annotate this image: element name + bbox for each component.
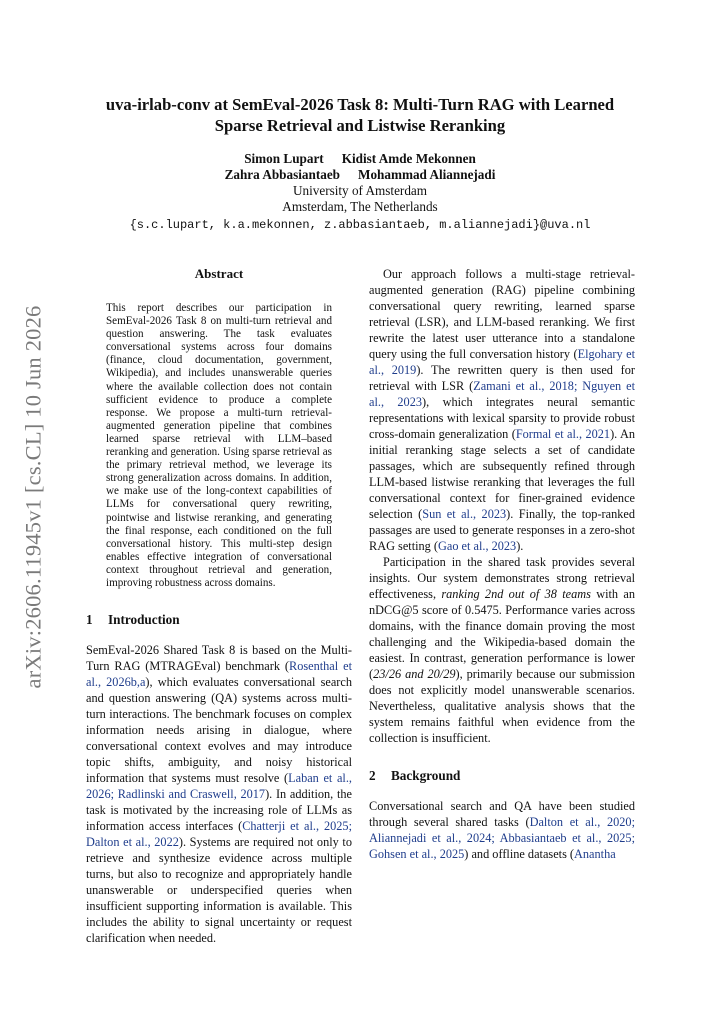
text-run: ). The rewritten query is then used for retrieval with LSR ( (369, 363, 635, 393)
section-heading-background (369, 768, 635, 784)
citation-link[interactable]: Formal et al., 2021 (515, 427, 611, 441)
text-run: ). An initial reranking stage selects a set of candidate passages, which are subsequently refined through LLM-based listwise reranking that leverages the full conversational context for finer-grained evidence selection ( (369, 427, 635, 521)
citation-link[interactable]: Elgohary et al., 2019 (369, 347, 635, 377)
citation-link[interactable]: Sun et al., 2023 (422, 507, 507, 521)
author-row-1 (60, 151, 660, 167)
citation-link[interactable]: Chatterji et al., 2025; Dalton et al., 2022 (86, 819, 352, 850)
text-run: ), primarily because our submission does not explicitly model unanswerable scenarios. Nevertheless, qualitative analysis shows that the system remains faithful when evidence from the collection is insufficient. (369, 667, 635, 745)
section-number: 1 (86, 612, 93, 628)
author-name: Mohammad Aliannejadi (358, 167, 496, 182)
arxiv-stamp (18, 297, 48, 697)
arxiv-id: arXiv:2606.11945v1 [cs.CL] 10 Jun 2026 (20, 305, 46, 689)
text-run: ). Finally, the top-ranked passages are used to generate responses in a zero-shot RAG setting ( (369, 507, 635, 553)
intro-paragraph-3 (369, 554, 635, 746)
affiliation: University of Amsterdam (292, 183, 428, 198)
emphasis: 23/26 and 20/29 (373, 667, 456, 681)
citation-link[interactable]: Zamani et al., 2018; Nguyen et al., 2023 (369, 379, 635, 409)
author-name: Zahra Abbasiantaeb (224, 167, 341, 182)
text-run: ), which evaluates conversational search and question answering (QA) systems across multi-turn interactions. The benchmark focuses on complex information needs arising in dialogue, where conversational context evolves and may introduce topic shifts, ambiguity, and noisy historical information that systems must resolve ( (86, 675, 352, 786)
section-title: Introduction (108, 612, 180, 628)
intro-paragraph-1 (86, 642, 352, 946)
author-name: Kidist Amde Mekonnen (341, 151, 476, 166)
text-run: Conversational search and QA have been studied through several shared tasks ( (369, 799, 635, 829)
section-heading-introduction (86, 612, 352, 628)
citation-link[interactable]: Gao et al., 2023 (438, 539, 517, 553)
intro-paragraph-2 (369, 266, 635, 554)
right-column (369, 266, 635, 862)
text-run: ). (516, 539, 524, 553)
left-column (86, 266, 352, 946)
title-line-2: Sparse Retrieval and Listwise Reranking (214, 116, 506, 135)
author-name: Simon Lupart (244, 151, 324, 166)
location: Amsterdam, The Netherlands (282, 199, 438, 214)
text-run: ). Systems are required not only to retrieve and synthesize evidence across multiple turns, but also to recognize and appropriately handle unanswerable or underspecified queries when insufficient supporting information is available. This includes the ability to signal uncertainty or request clarification when needed. (86, 835, 352, 946)
section-title: Background (391, 768, 461, 783)
emphasis: ranking 2nd out of 38 teams (441, 587, 591, 601)
section-number: 2 (369, 768, 376, 783)
text-run: Participation in the shared task provides several insights. Our system demonstrates strong retrieval effectiveness, (369, 555, 635, 601)
text-run: SemEval-2026 Shared Task 8 is based on the Multi-Turn RAG (MTRAGEval) benchmark ( (86, 643, 352, 674)
text-run: ). In addition, the task is motivated by the increasing role of LLMs as information access interfaces ( (86, 787, 352, 834)
text-run: ), which integrates neural semantic representations with lexical sparsity to provide robust cross-domain generalization ( (369, 395, 636, 441)
paper-title (60, 94, 660, 136)
citation-link[interactable]: Laban et al., 2026; Radlinski and Craswell, 2017 (86, 771, 352, 802)
citation-link[interactable]: Dalton et al., 2020; Aliannejadi et al., 2024; Abbasiantaeb et al., 2025; Gohsen et al., 2025 (369, 815, 635, 861)
text-run: Our approach follows a multi-stage retrieval-augmented generation (RAG) pipeline combining conversational query rewriting, learned sparse retrieval (LSR), and LLM-based reranking. We first rewrite the latest user utterance into a standalone query using the full conversation history ( (369, 267, 635, 361)
text-run: with an nDCG@5 score of 0.5475. Performance varies across domains, with the finance domain proving the most challenging and the Wikipedia-based domain the easiest. In contrast, generation performance is lower ( (369, 587, 636, 681)
abstract-text: This report describes our participation in SemEval-2026 Task 8 on multi-turn retrieval and question answering. The task evaluates conversational systems across four domains (finance, cloud documentation, government, Wikipedia), and includes unanswerable queries where the available collection does not contain sufficient evidence to produce a complete response. We propose a multi-turn retrieval-augmented generation pipeline that combines learned sparse retrieval with LLM–based reranking and generation. Using sparse retrieval as the primary retrieval method, we leverage its strong generalization across domains. In addition, we make use of the long-context capabilities of LLMs for conversational query rewriting, pointwise and listwise reranking, and generating the final response, each conditioned on the full conversational history. This multi-step design enables effective integration of conversational context throughout retrieval and generation, improving robustness across domains. (106, 302, 332, 589)
citation-link[interactable]: Rosenthal et al., 2026b,a (86, 659, 352, 690)
author-row-2 (60, 167, 660, 183)
author-emails: {s.c.lupart, k.a.mekonnen, z.abbasiantaeb, m.aliannejadi}@uva.nl (129, 218, 591, 232)
background-paragraph-1 (369, 798, 635, 862)
abstract-heading: Abstract (194, 266, 244, 281)
citation-link[interactable]: Anantha (574, 847, 616, 861)
title-line-1: uva-irlab-conv at SemEval-2026 Task 8: Multi-Turn RAG with Learned (105, 95, 615, 114)
author-block (60, 151, 660, 233)
text-run: ) and offline datasets ( (464, 847, 575, 861)
